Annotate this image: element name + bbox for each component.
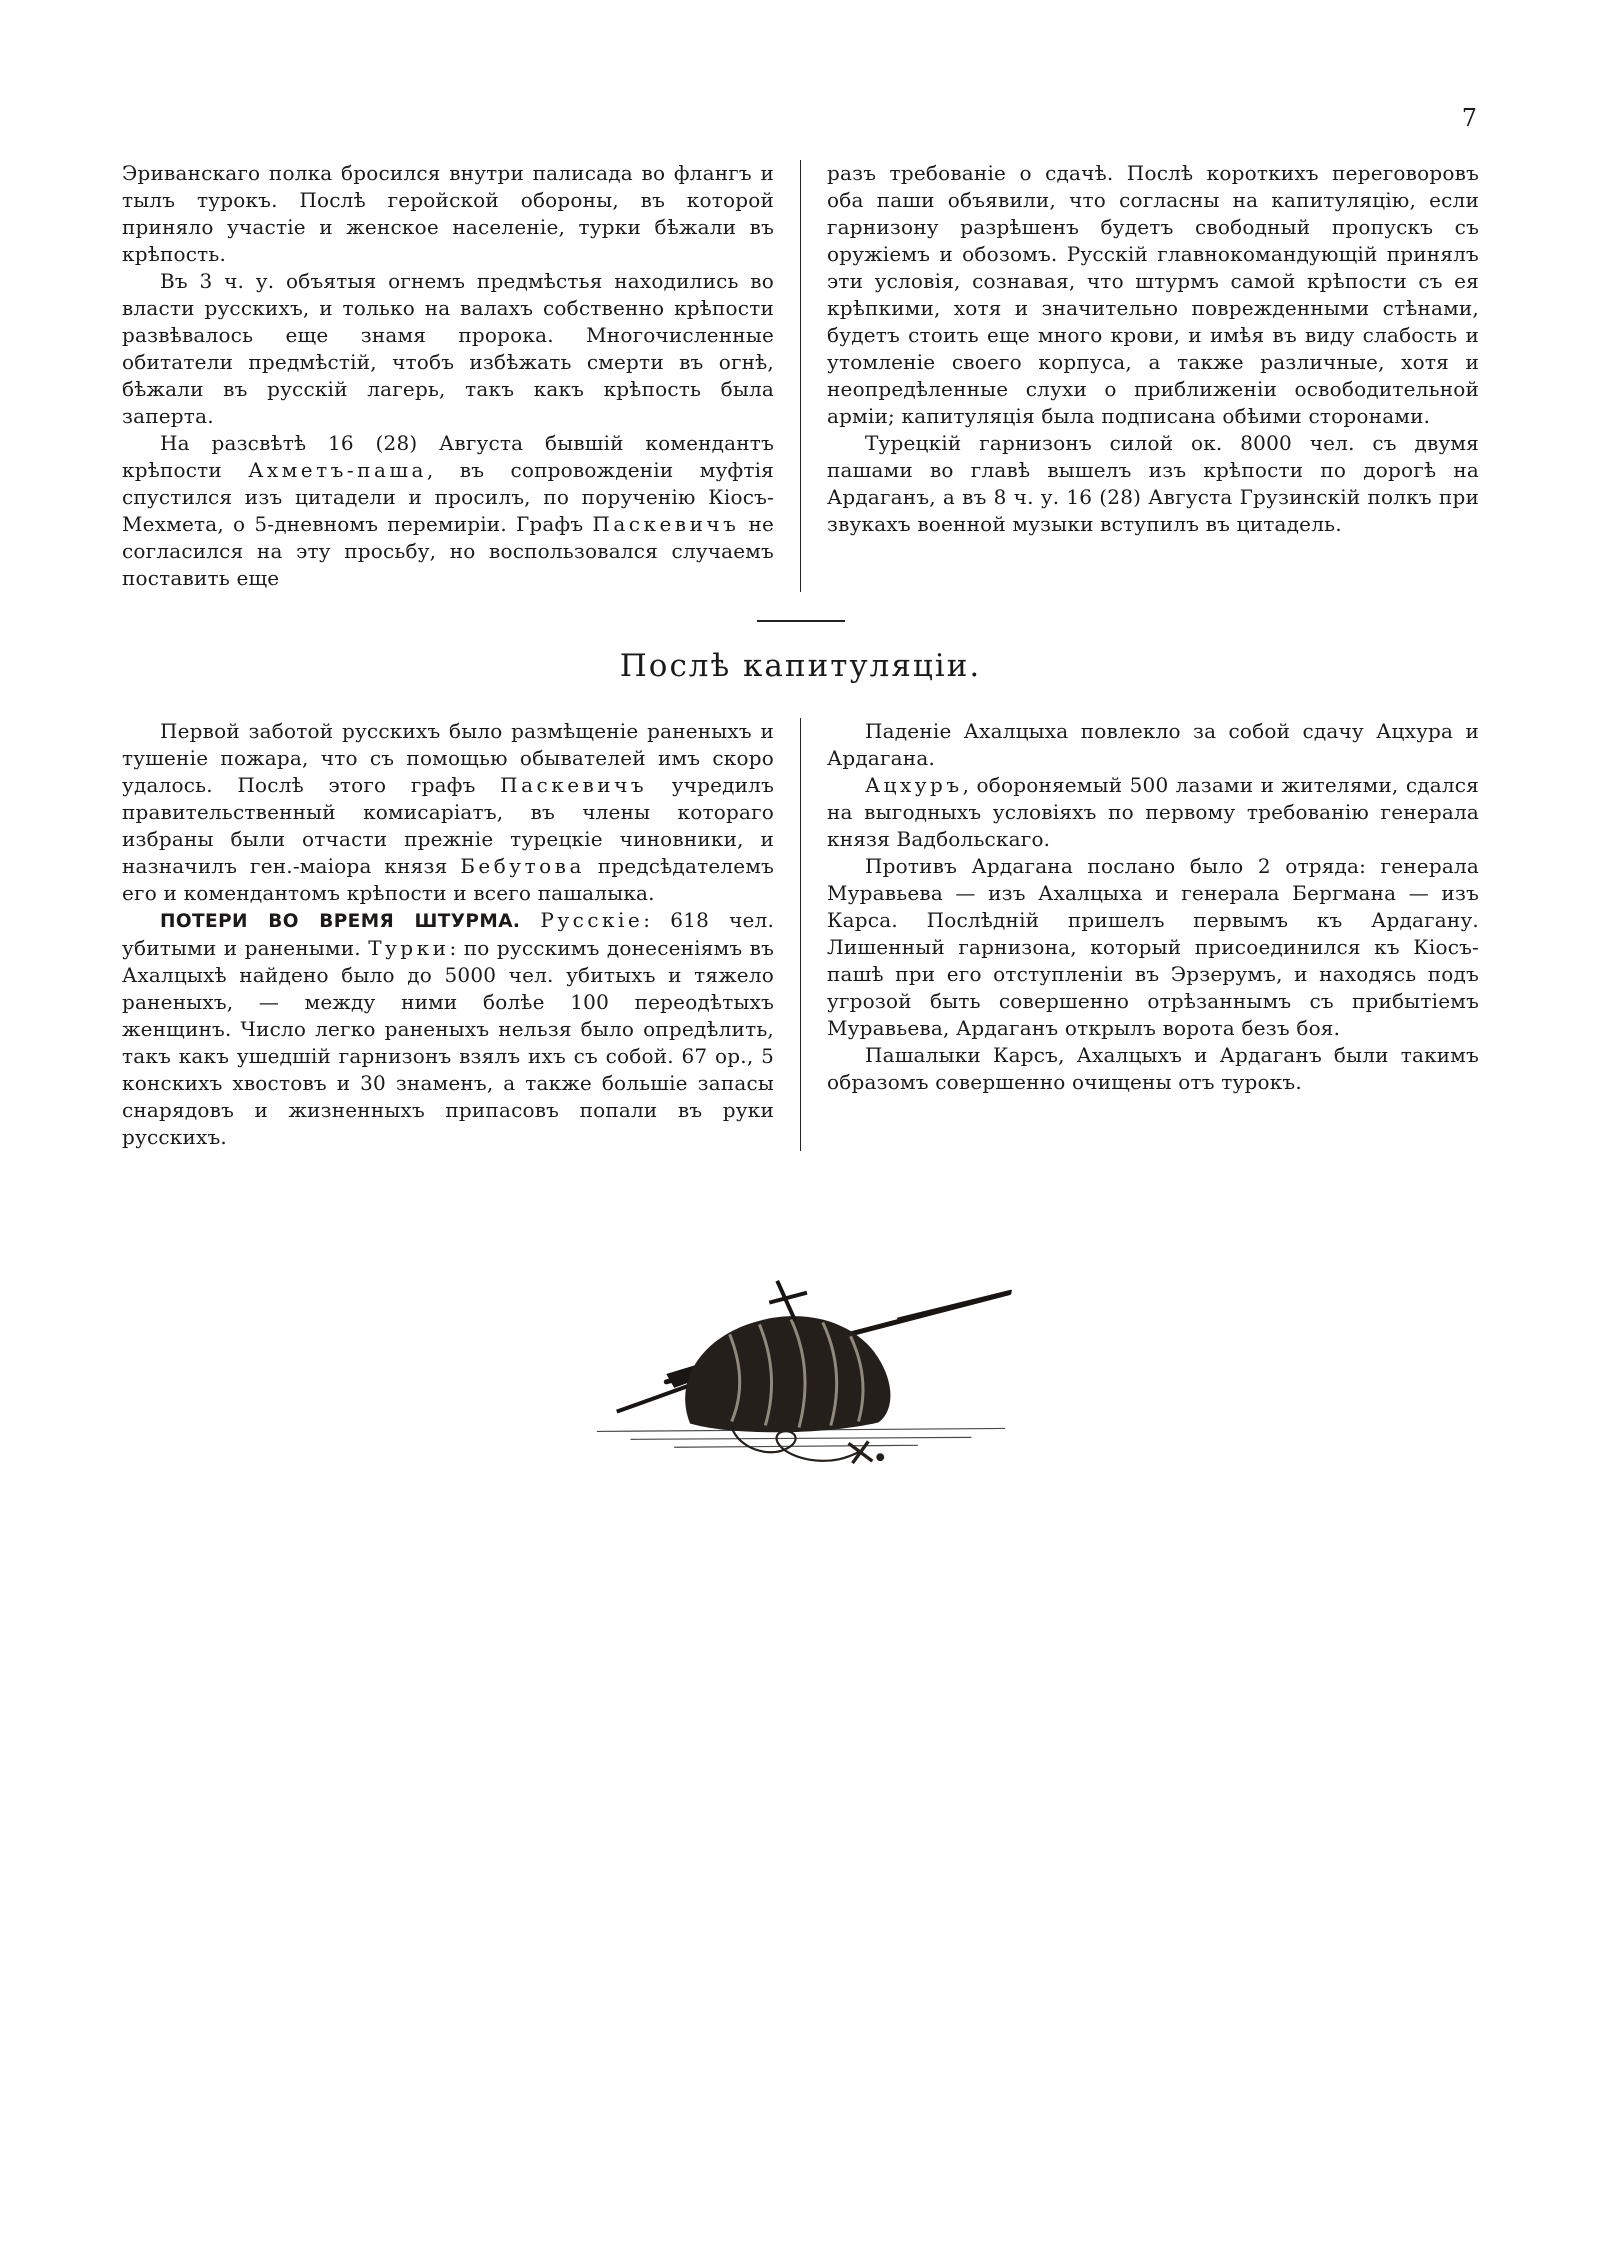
run-in-heading: ПОТЕРИ ВО ВРЕМЯ ШТУРМА. (160, 911, 521, 932)
paragraph (122, 160, 774, 268)
text-run: предсѣдателемъ его и комендантомъ крѣпости и всего пашалыка. (122, 854, 774, 905)
top-section (122, 160, 1479, 592)
text-run: разъ требованіе о сдачѣ. Послѣ короткихъ переговоровъ оба паши объявили, что согласны на капитуляцію, если гарнизону разрѣшенъ будетъ свободный пропускъ съ оружіемъ и обозомъ. Русскій главнокомандующій принялъ эти условія, сознавая, что штурмъ самой крѣпости съ ея крѣпкими, хотя и значительно поврежденными стѣнами, будетъ стоить еще много крови, и имѣя въ виду слабость и утомленіе своего корпуса, а также различные, хотя и неопредѣленные слухи о приближеніи освободительной арміи; капитуляція была подписана обѣими сторонами. (827, 161, 1479, 428)
text-run: Паденіе Ахалцыха повлекло за собой сдачу Ацхура и Ардагана. (827, 719, 1479, 770)
section-divider-rule (757, 620, 845, 622)
sword-hilt (769, 1281, 807, 1321)
text-run: Пашалыки Карсъ, Ахалцыхъ и Ардаганъ были такимъ образомъ совершенно очищены отъ турокъ. (827, 1043, 1479, 1094)
bottom-section (122, 718, 1479, 1151)
letterspaced-name: Паскевичъ (592, 512, 740, 536)
text-run: Въ 3 ч. у. объятыя огнемъ предмѣстья находились во власти русскихъ, и только на валахъ собственно крѣпости развѣвалось еще знамя пророка. Многочисленные обитатели предмѣстій, чтобъ избѣжать смерти въ огнѣ, бѣжали въ русскій лагерь, такъ какъ крѣпость была заперта. (122, 269, 774, 428)
text-run: , обороняемый 500 лазами и жителями, сдался на выгодныхъ условіяхъ по первому требованію генерала князя Вадбольскаго. (827, 773, 1479, 851)
text-run: Противъ Ардагана послано было 2 отряда: генерала Муравьева — изъ Ахалцыха и генерала Бергмана — изъ Карса. Послѣдній пришелъ первымъ къ Ардагану. Лишенный гарнизона, который присоединился къ Кіосъ-пашѣ при его отступленіи въ Эрзерумъ, и находясь подъ угрозой быть совершенно отрѣзаннымъ съ прибытіемъ Муравьева, Ардаганъ открылъ ворота безъ боя. (827, 854, 1479, 1040)
top-left-column (122, 160, 800, 592)
paragraph (122, 718, 774, 907)
paragraph (827, 1042, 1479, 1096)
paragraph (827, 718, 1479, 772)
text-run: не согласился на эту просьбу, но воспользовался случаемъ поставить еще (122, 512, 775, 590)
chapter-heading: Послѣ капитуляціи. (619, 648, 982, 684)
paragraph (827, 772, 1479, 853)
text-run: Эриванскаго полка бросился внутри палисада во флангъ и тылъ турокъ. Послѣ геройской обороны, въ которой приняло участіе и женское населеніе, турки бѣжали въ крѣпость. (122, 161, 774, 266)
paragraph (827, 160, 1479, 430)
text-run: : 618 чел. убитыми и ранеными. (122, 908, 774, 960)
top-right-column (801, 160, 1479, 592)
letterspaced-name: Турки (368, 936, 450, 960)
text-run: На разсвѣтѣ 16 (28) Августа бывшій комендантъ крѣпости (122, 431, 774, 482)
text-run (520, 908, 540, 932)
bottom-right-column (801, 718, 1479, 1151)
paragraph (827, 430, 1479, 538)
bottom-left-column (122, 718, 800, 1151)
page-number: 7 (1461, 104, 1477, 132)
letterspaced-name: Паскевичъ (500, 773, 648, 797)
paragraph (122, 430, 774, 592)
text-run: : по русскимъ донесеніямъ въ Ахалцыхѣ найдено было до 5000 чел. убитыхъ и тяжело раненыхъ, — между ними болѣе 100 переодѣтыхъ женщинъ. Число легко раненыхъ нельзя было опредѣлить, такъ какъ ушедшій гарнизонъ взялъ ихъ съ собой. 67 ор., 5 конскихъ хвостовъ и 30 знаменъ, а также большіе запасы снарядовъ и жизненныхъ припасовъ попали въ руки русскихъ. (122, 936, 774, 1149)
letterspaced-name: Русскіе (540, 908, 644, 932)
letterspaced-name: Ахметъ-паша (248, 458, 427, 482)
text-run: Турецкій гарнизонъ силой ок. 8000 чел. съ двумя пашами во главѣ вышелъ изъ крѣпости по дорогѣ на Ардаганъ, а въ 8 ч. у. 16 (28) Августа Грузинскій полкъ при звукахъ военной музыки вступилъ въ цитадель. (827, 431, 1479, 536)
war-trophies-illustration (122, 1263, 1479, 1476)
trophies-engraving-svg (583, 1263, 1019, 1476)
letterspaced-name: Бебутова (460, 854, 585, 878)
paragraph (122, 907, 774, 1151)
text-run: , въ сопровожденіи муфтія спустился изъ цитадели и просилъ, по порученію Кіосъ-Мехмета, о 5-дневномъ перемиріи. Графъ (122, 458, 774, 536)
paragraph (122, 268, 774, 430)
text-run: Первой заботой русскихъ было размѣщеніе раненыхъ и тушеніе пожара, что съ помощью обывателей имъ скоро удалось. Послѣ этого графъ (122, 719, 774, 797)
paragraph (827, 853, 1479, 1042)
letterspaced-name: Ацхуръ (865, 773, 963, 797)
text-run: учредилъ правительственный комисаріатъ, въ члены котораго избраны были отчасти прежніе турецкіе чиновники, и назначилъ ген.-маіора князя (122, 773, 774, 878)
